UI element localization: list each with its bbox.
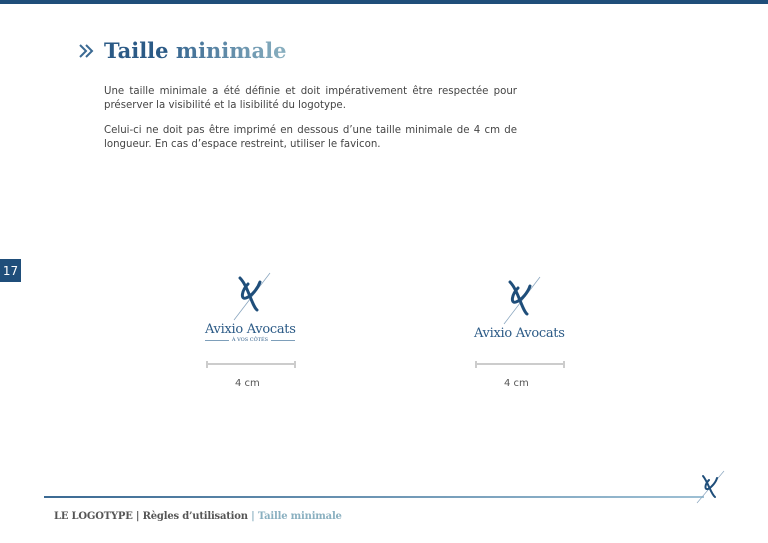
footer-divider xyxy=(44,496,704,498)
logo-name: Avixio Avocats xyxy=(474,326,565,341)
logo-compact xyxy=(474,326,564,341)
page-title xyxy=(78,38,286,63)
footer-breadcrumb: LE LOGOTYPE | Règles d’utilisation | Taille minimale xyxy=(54,511,342,522)
page-number: 17 xyxy=(0,259,21,282)
size-ruler xyxy=(475,361,565,368)
logo-name: Avixio Avocats xyxy=(205,322,296,337)
title-highlight: minimale xyxy=(175,38,287,63)
favicon-mark-icon xyxy=(694,470,726,504)
size-label: 4 cm xyxy=(504,378,529,389)
double-chevron-icon xyxy=(78,44,94,58)
footer-current-section: Taille minimale xyxy=(257,511,342,522)
paragraph-2: Celui-ci ne doit pas être imprimé en dessous d’une taille minimale de 4 cm de longueur. En cas d’espace restreint, utiliser le favicon. xyxy=(104,125,517,150)
logo-full xyxy=(205,322,295,343)
logo-tagline: À VOS CÔTÉS xyxy=(205,337,295,343)
logo-mark-icon xyxy=(226,272,274,322)
size-label: 4 cm xyxy=(235,378,260,389)
top-bar xyxy=(0,0,768,4)
size-ruler xyxy=(206,361,296,368)
title-text: Taille xyxy=(104,38,176,63)
paragraph-1: Une taille minimale a été définie et doit impérativement être respectée pour préserver la visibilité et la lisibilité du logotype. xyxy=(104,86,517,111)
logo-mark-icon xyxy=(496,276,544,326)
